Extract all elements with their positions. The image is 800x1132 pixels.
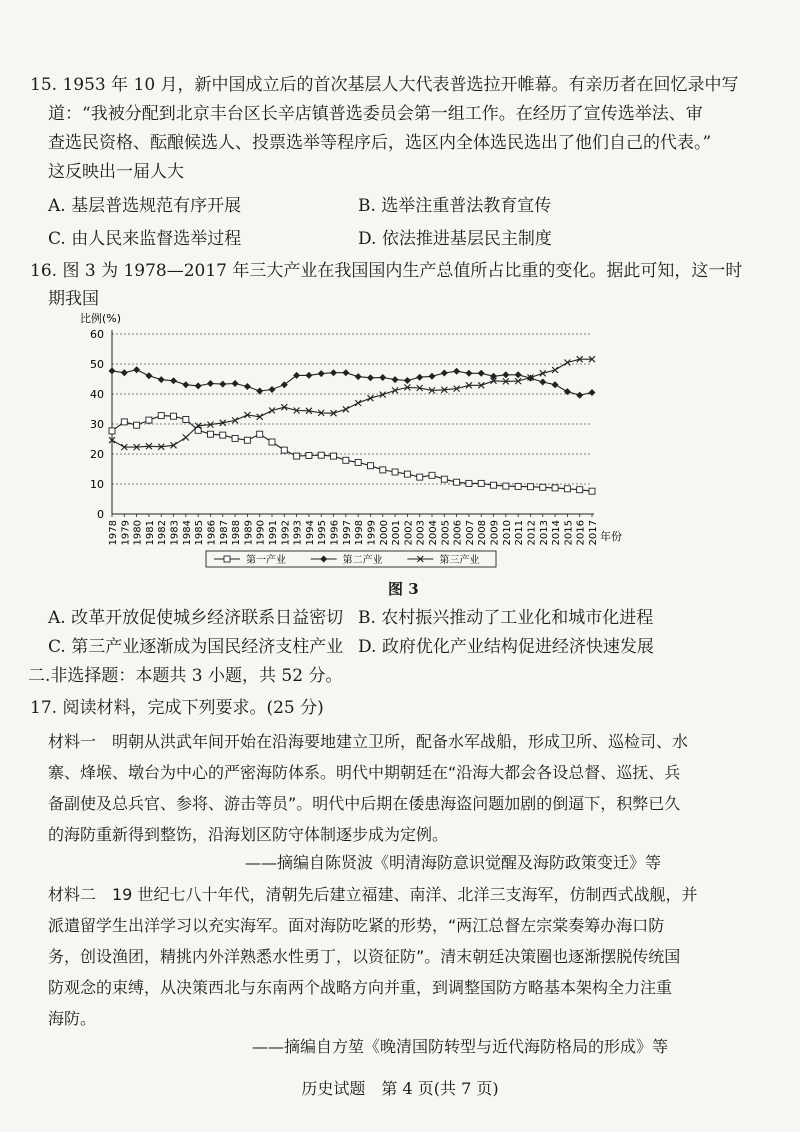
data-point-diamond	[429, 373, 436, 380]
data-point-square	[269, 439, 275, 445]
x-tick-label: 2009	[489, 520, 501, 546]
x-tick-label: 2000	[378, 520, 390, 546]
data-point-square	[121, 419, 127, 425]
data-point-square	[109, 428, 115, 434]
data-point-diamond	[145, 372, 152, 379]
x-tick-label: 1995	[317, 520, 329, 546]
data-point-square	[355, 459, 361, 465]
section-heading: 二.非选择题：本题共 3 小题，共 52 分。	[28, 666, 343, 686]
x-tick-label: 2003	[415, 520, 427, 546]
data-point-square	[454, 479, 460, 485]
data-point-diamond	[589, 389, 596, 396]
data-point-square	[515, 483, 521, 489]
data-point-diamond	[195, 382, 202, 389]
page-footer: 历史试题 第 4 页(共 7 页)	[301, 1079, 499, 1098]
x-tick-label: 1984	[181, 520, 193, 546]
data-point-square	[224, 556, 230, 562]
q16-option-c: C. 第三产业逐渐成为国民经济支柱产业	[48, 637, 344, 657]
figure-caption: 图 3	[388, 580, 419, 598]
data-point-square	[577, 487, 583, 493]
x-tick-label: 1999	[366, 520, 378, 546]
data-point-square	[503, 483, 509, 489]
material-2-line-2: 派遣留学生出洋学习以充实海军。面对海防吃紧的形势，“两江总督左宗棠奏筹办海口防	[48, 916, 665, 935]
data-point-square	[589, 488, 595, 494]
data-point-diamond	[576, 392, 583, 399]
data-point-square	[527, 484, 533, 490]
data-point-diamond	[552, 381, 559, 388]
material-1-line-4: 的海防重新得到整饬，沿海划区防守体制逐步成为定例。	[48, 825, 449, 844]
data-point-diamond	[404, 377, 411, 384]
data-point-square	[306, 453, 312, 459]
data-point-diamond	[232, 380, 239, 387]
material-2-line-1: 材料二 19 世纪七八十年代，清朝先后建立福建、南洋、北洋三支海军，仿制西式战舰，并	[48, 885, 698, 904]
material-2-source: ——摘编自方堃《晚清国防转型与近代海防格局的形成》等	[252, 1037, 669, 1056]
x-tick-label: 1991	[268, 520, 279, 546]
data-point-diamond	[342, 369, 349, 376]
data-point-x	[183, 435, 189, 441]
data-point-x	[367, 395, 373, 401]
x-tick-label: 2012	[526, 520, 538, 546]
series-line-3	[112, 359, 592, 447]
x-tick-label: 1996	[329, 520, 341, 546]
q15-option-b: B. 选举注重普法教育宣传	[358, 196, 552, 216]
data-point-square	[478, 480, 484, 486]
data-point-square	[232, 435, 238, 441]
q16-option-d: D. 政府优化产业结构促进经济快速发展	[358, 637, 654, 657]
data-point-diamond	[318, 370, 325, 377]
material-1-source: ——摘编自陈贤波《明清海防意识觉醒及海防政策变迁》等	[245, 853, 662, 872]
y-tick-label: 20	[90, 448, 104, 461]
data-point-square	[146, 417, 152, 423]
legend-label: 第二产业	[342, 555, 383, 566]
q16-option-b: B. 农村振兴推动了工业化和城市化进程	[358, 608, 654, 628]
data-point-diamond	[355, 373, 362, 380]
x-tick-label: 1987	[218, 520, 230, 546]
data-point-square	[404, 471, 410, 477]
x-axis-label: 年份	[600, 530, 622, 543]
x-tick-label: 1979	[120, 520, 132, 546]
x-tick-label: 1998	[354, 520, 366, 546]
data-point-diamond	[320, 556, 327, 563]
x-tick-label: 2014	[551, 520, 563, 546]
series-line-1	[112, 416, 592, 492]
data-point-square	[343, 457, 349, 463]
data-point-square	[552, 485, 558, 491]
y-tick-label: 40	[90, 388, 104, 401]
data-point-square	[392, 469, 398, 475]
x-tick-label: 1992	[280, 520, 292, 546]
data-point-square	[171, 413, 177, 419]
x-tick-label: 1997	[341, 520, 353, 546]
x-tick-label: 2005	[440, 520, 452, 546]
data-point-square	[257, 431, 263, 437]
q16-stem-line-2: 期我国	[48, 289, 99, 309]
y-tick-label: 50	[90, 358, 104, 371]
data-point-diamond	[502, 371, 509, 378]
data-point-square	[429, 472, 435, 478]
data-point-square	[331, 453, 337, 459]
x-tick-label: 2007	[464, 520, 476, 546]
x-tick-label: 2016	[575, 520, 587, 546]
data-point-diamond	[330, 369, 337, 376]
x-tick-label: 2004	[428, 520, 439, 546]
q15-stem-line-1: 15. 1953 年 10 月，新中国成立后的首次基层人大代表普选拉开帷幕。有亲历者在回忆录中写	[30, 75, 739, 95]
y-axis-label: 比例(%)	[80, 312, 122, 325]
data-point-square	[183, 417, 189, 423]
data-point-square	[134, 422, 140, 428]
x-tick-label: 1982	[157, 520, 169, 546]
q15-stem-line-3: 查选民资格、酝酿候选人、投票选举等程序后，选区内全体选民选出了他们自己的代表。”	[48, 133, 712, 153]
data-point-diamond	[256, 388, 263, 395]
material-2-line-3: 务，创设渔团，精挑内外洋熟悉水性勇丁，以资征防”。清末朝廷决策圈也逐渐摆脱传统国	[48, 947, 681, 966]
data-point-x	[343, 406, 349, 412]
y-tick-label: 30	[90, 418, 104, 431]
data-point-square	[491, 482, 497, 488]
q15-option-d: D. 依法推进基层民主制度	[358, 229, 552, 249]
x-tick-label: 1983	[169, 520, 181, 546]
data-point-diamond	[219, 381, 226, 388]
x-tick-label: 2002	[403, 520, 415, 546]
x-tick-label: 1986	[206, 520, 218, 546]
data-point-diamond	[182, 381, 189, 388]
x-tick-label: 1994	[304, 520, 316, 546]
data-point-diamond	[121, 369, 128, 376]
x-tick-label: 1993	[292, 520, 304, 546]
data-point-diamond	[379, 374, 386, 381]
q16-option-a: A. 改革开放促使城乡经济联系日益密切	[48, 608, 344, 628]
data-point-square	[220, 432, 226, 438]
data-point-diamond	[392, 376, 399, 383]
data-point-diamond	[478, 370, 485, 377]
q15-option-c: C. 由人民来监督选举过程	[48, 229, 242, 249]
q17-stem: 17. 阅读材料，完成下列要求。(25 分)	[30, 698, 324, 718]
data-point-diamond	[367, 374, 374, 381]
data-point-square	[207, 431, 213, 437]
data-point-diamond	[269, 386, 276, 393]
q15-option-a: A. 基层普选规范有序开展	[48, 196, 242, 216]
q16-stem-line-1: 16. 图 3 为 1978—2017 年三大产业在我国国内生产总值所占比重的变化。据此可知，这一时	[30, 261, 743, 281]
x-tick-label: 1978	[108, 520, 119, 546]
data-point-diamond	[305, 372, 312, 379]
x-tick-label: 2011	[514, 520, 526, 546]
data-point-x	[380, 392, 386, 398]
data-point-square	[466, 480, 472, 486]
data-point-square	[417, 474, 423, 480]
x-tick-label: 1981	[144, 520, 156, 546]
data-point-square	[158, 413, 164, 419]
y-tick-label: 10	[90, 478, 104, 491]
data-point-diamond	[170, 377, 177, 384]
data-point-square	[294, 453, 300, 459]
data-point-diamond	[416, 374, 423, 381]
material-1-line-3: 备副使及总兵官、参将、游击等员”。明代中后期在倭患海盗问题加剧的倒逼下，积弊已久	[48, 794, 681, 813]
x-tick-label: 2015	[563, 520, 575, 546]
x-tick-label: 2006	[452, 520, 464, 546]
data-point-diamond	[515, 371, 522, 378]
x-tick-label: 1989	[243, 520, 255, 546]
data-point-square	[380, 467, 386, 473]
data-point-square	[318, 452, 324, 458]
q15-stem-line-4: 这反映出一届人大	[48, 162, 184, 182]
x-tick-label: 2010	[501, 520, 513, 546]
data-point-diamond	[133, 366, 140, 373]
legend-label: 第三产业	[439, 555, 480, 566]
y-tick-label: 0	[97, 508, 104, 521]
data-point-diamond	[441, 370, 448, 377]
material-2-line-4: 防观念的束缚，从决策西北与东南两个战略方向并重，到调整国防方略基本架构全力注重	[48, 978, 673, 997]
data-point-square	[564, 486, 570, 492]
material-2-line-5: 海防。	[48, 1009, 97, 1028]
y-tick-label: 60	[90, 328, 104, 341]
data-point-square	[281, 447, 287, 453]
data-point-diamond	[207, 380, 214, 387]
x-tick-label: 2008	[477, 520, 489, 546]
data-point-diamond	[158, 376, 165, 383]
q15-stem-line-2: 道：“我被分配到北京丰台区长辛店镇普选委员会第一组工作。在经历了宣传选举法、审	[48, 104, 703, 124]
data-point-square	[441, 476, 447, 482]
x-tick-label: 2013	[538, 520, 550, 546]
data-point-square	[244, 437, 250, 443]
x-tick-label: 1988	[231, 520, 243, 546]
legend-label: 第一产业	[246, 555, 286, 566]
data-point-diamond	[453, 368, 460, 375]
data-point-diamond	[109, 367, 116, 374]
data-point-diamond	[539, 379, 546, 386]
x-tick-label: 1985	[194, 520, 206, 546]
x-tick-label: 1980	[132, 520, 144, 546]
data-point-square	[367, 463, 373, 469]
data-point-diamond	[244, 383, 251, 390]
x-tick-label: 2017	[588, 520, 599, 546]
x-tick-label: 2001	[391, 520, 403, 546]
data-point-x	[355, 400, 361, 406]
data-point-square	[540, 484, 546, 490]
material-1-line-2: 寨、烽堠、墩台为中心的严密海防体系。明代中期朝廷在“沿海大都会各设总督、巡抚、兵	[48, 763, 681, 782]
x-tick-label: 1990	[255, 520, 267, 546]
material-1-line-1: 材料一 明朝从洪武年间开始在沿海要地建立卫所，配备水军战船，形成卫所、巡检司、水	[48, 732, 689, 751]
data-point-diamond	[465, 370, 472, 377]
